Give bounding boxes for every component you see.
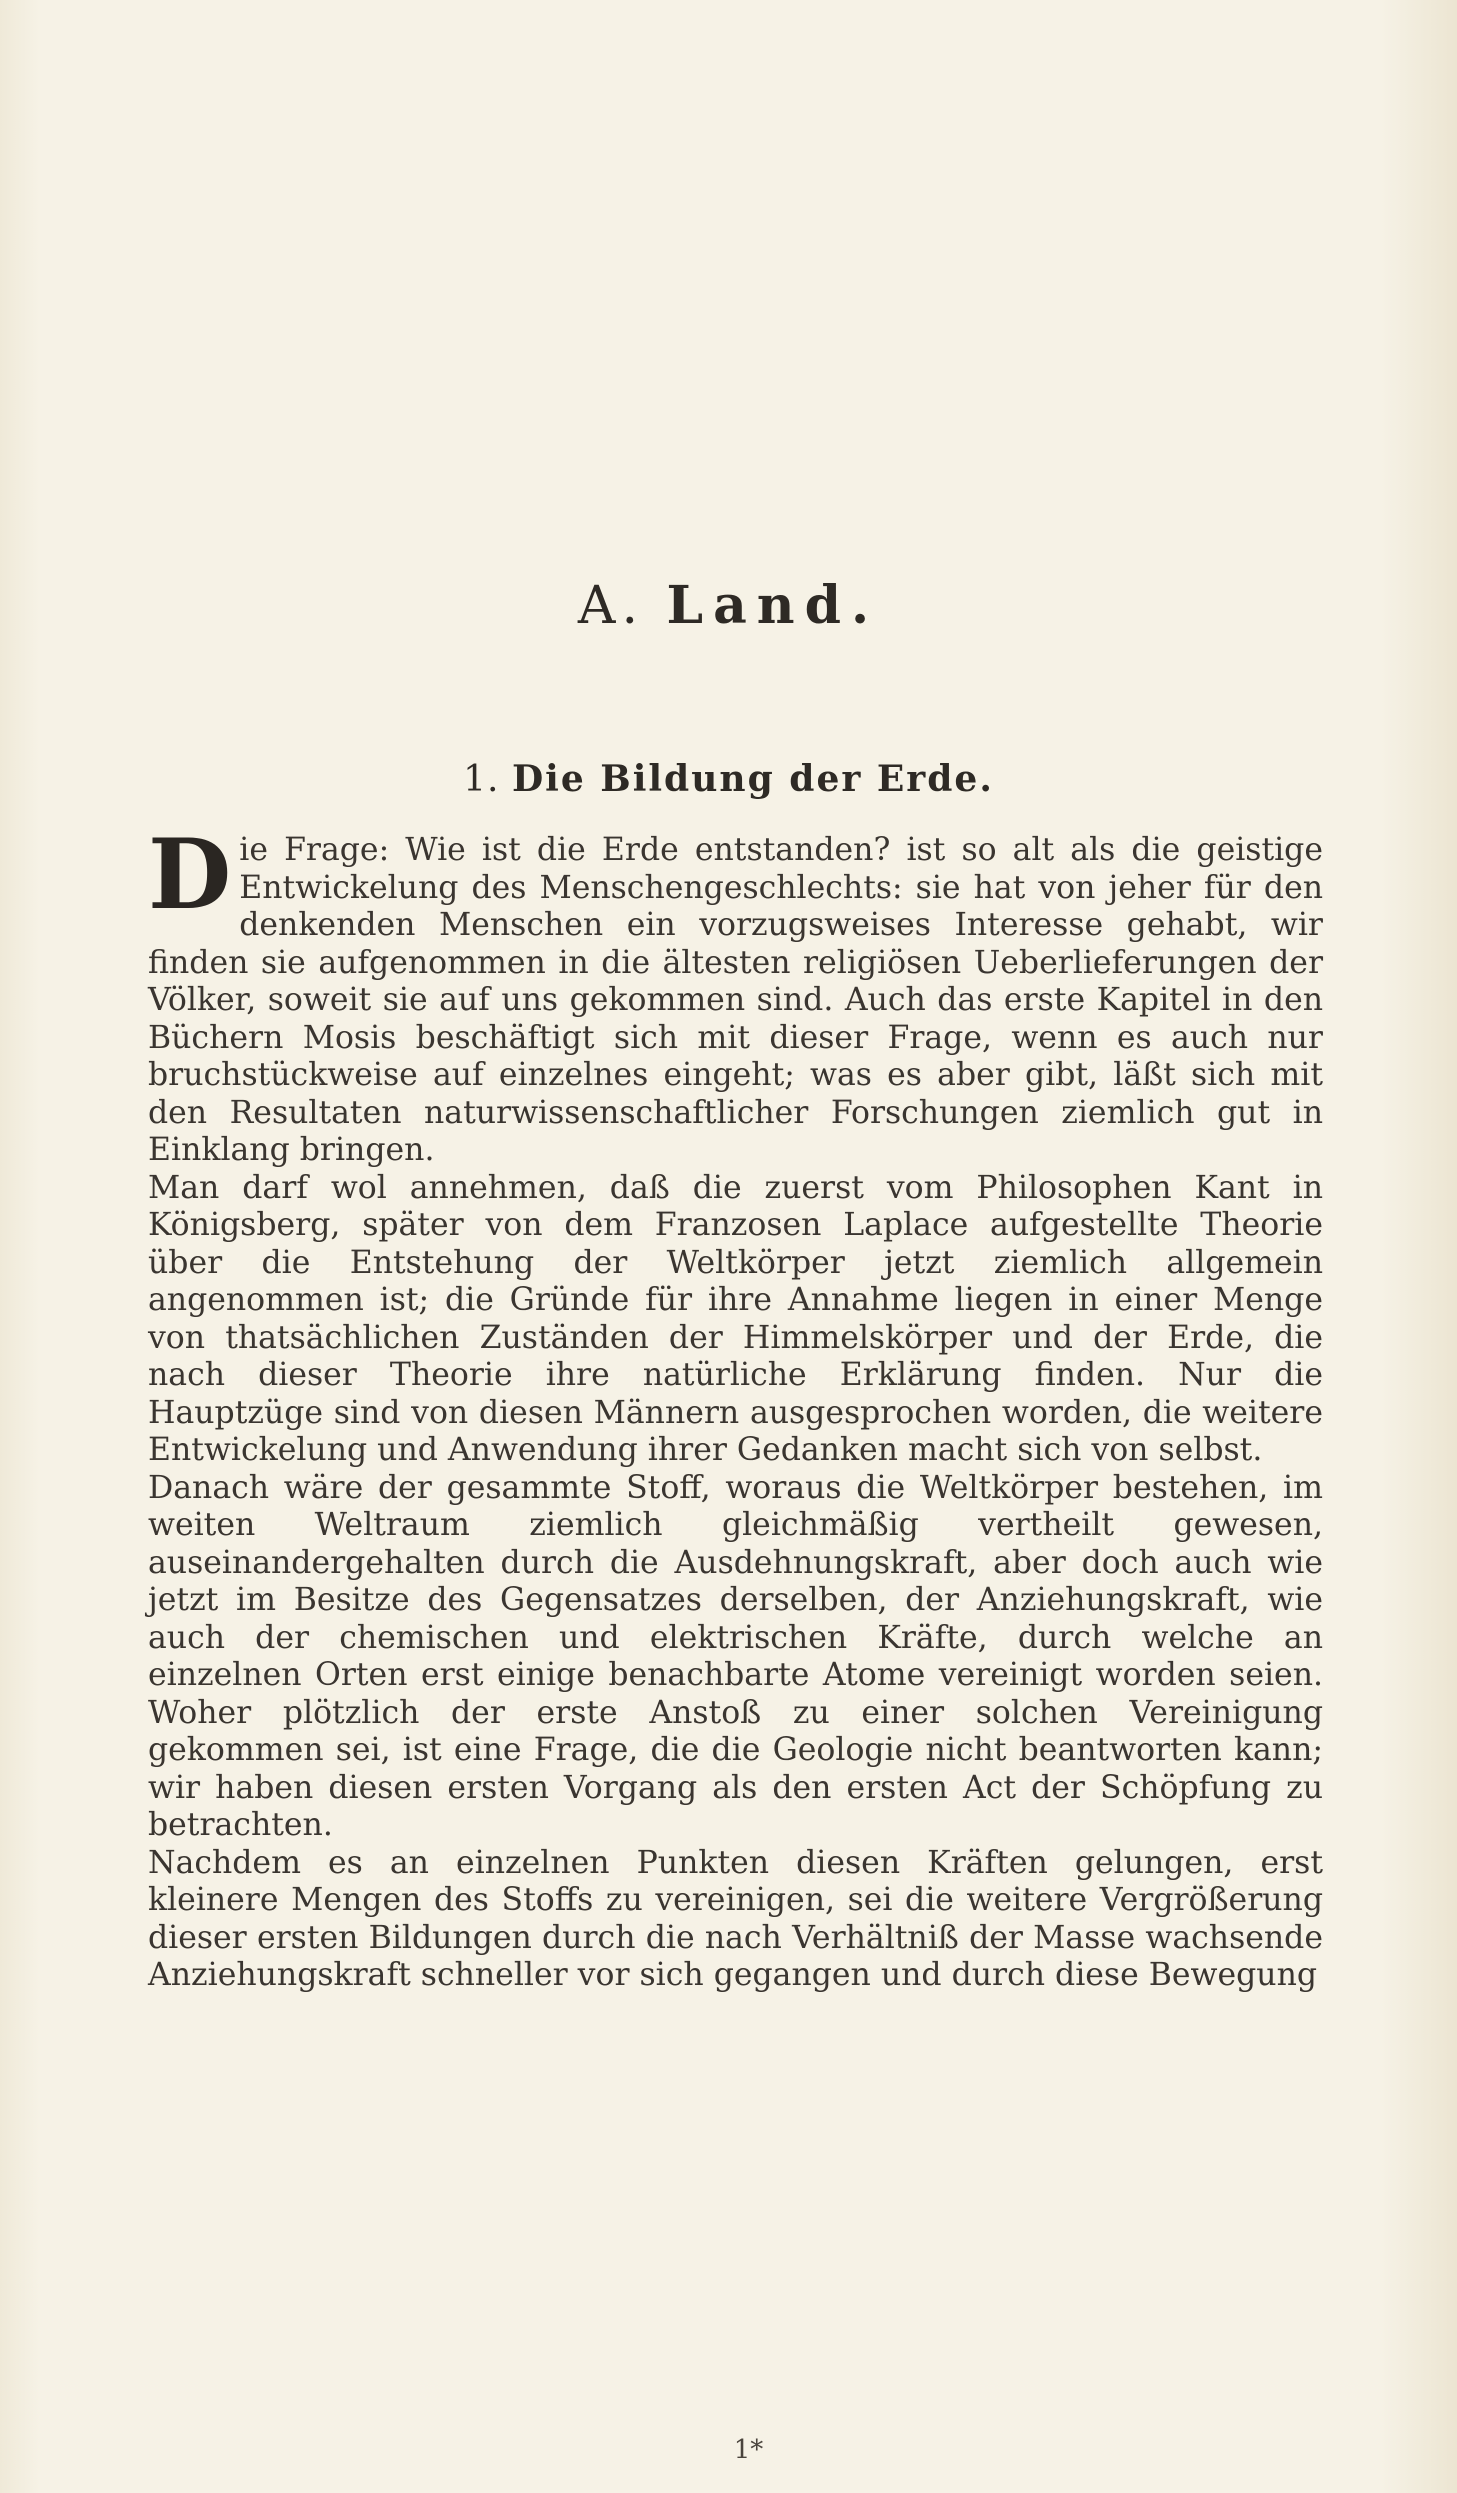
paragraph-1-text: ie Frage: Wie ist die Erde entstanden? ist so alt als die geistige Entwickelung des Menschengeschlechts: sie hat von jeher für den denkenden Menschen ein vorzugsweises Interesse gehabt, wir finden sie aufgenommen in die ältesten religiösen Ueberlieferungen der Völker, soweit sie auf uns gekommen sind. Auch das erste Kapitel in den Büchern Mosis beschäftigt sich mit dieser Frage, wenn es auch nur bruchstückweise auf einzelnes eingeht; was es aber gibt, läßt sich mit den Resultaten naturwissenschaftlicher Forschungen ziemlich gut in Einklang bringen. bbox=[148, 832, 1323, 1168]
drop-cap: D bbox=[148, 818, 232, 931]
part-number: A. bbox=[577, 576, 645, 636]
chapter-number: 1. bbox=[463, 759, 500, 800]
chapter-title: Die Bildung der Erde. bbox=[511, 758, 994, 800]
part-title: Land. bbox=[666, 575, 880, 636]
chapter-heading bbox=[0, 758, 1457, 800]
paragraph-2: Man darf wol annehmen, daß die zuerst vom Philosophen Kant in Königsberg, später von dem Franzosen Laplace aufgestellte Theorie über die Entstehung der Weltkörper jetzt ziemlich allgemein angenommen ist; die Gründe für ihre Annahme liegen in einer Menge von thatsächlichen Zuständen der Himmelskörper und der Erde, die nach dieser Theorie ihre natürliche Erklärung finden. Nur die Hauptzüge sind von diesen Männern ausgesprochen worden, die weitere Entwickelung und Anwendung ihrer Gedanken macht sich von selbst. bbox=[148, 1169, 1323, 1468]
part-heading bbox=[0, 575, 1457, 636]
paragraph-4: Nachdem es an einzelnen Punkten diesen Kräften gelungen, erst kleinere Mengen des Stoffs zu vereinigen, sei die weitere Vergrößerung dieser ersten Bildungen durch die nach Verhältniß der Masse wachsende Anziehungskraft schneller vor sich gegangen und durch diese Bewegung bbox=[148, 1844, 1323, 1993]
paragraph-1 bbox=[148, 818, 1323, 1170]
body-text bbox=[148, 818, 1323, 1995]
signature-mark: 1* bbox=[733, 2435, 764, 2465]
paragraph-3: Danach wäre der gesammte Stoff, woraus die Weltkörper bestehen, im weiten Weltraum ziemlich gleichmäßig vertheilt gewesen, auseinandergehalten durch die Ausdehnungskraft, aber doch auch wie jetzt im Besitze des Gegensatzes derselben, der Anziehungskraft, wie auch der chemischen und elektrischen Kräfte, durch welche an einzelnen Orten erst einige benachbarte Atome vereinigt worden seien. Woher plötzlich der erste Anstoß zu einer solchen Vereinigung gekommen sei, ist eine Frage, die die Geologie nicht beantworten kann; wir haben diesen ersten Vorgang als den ersten Act der Schöpfung zu betrachten. bbox=[148, 1469, 1323, 1843]
